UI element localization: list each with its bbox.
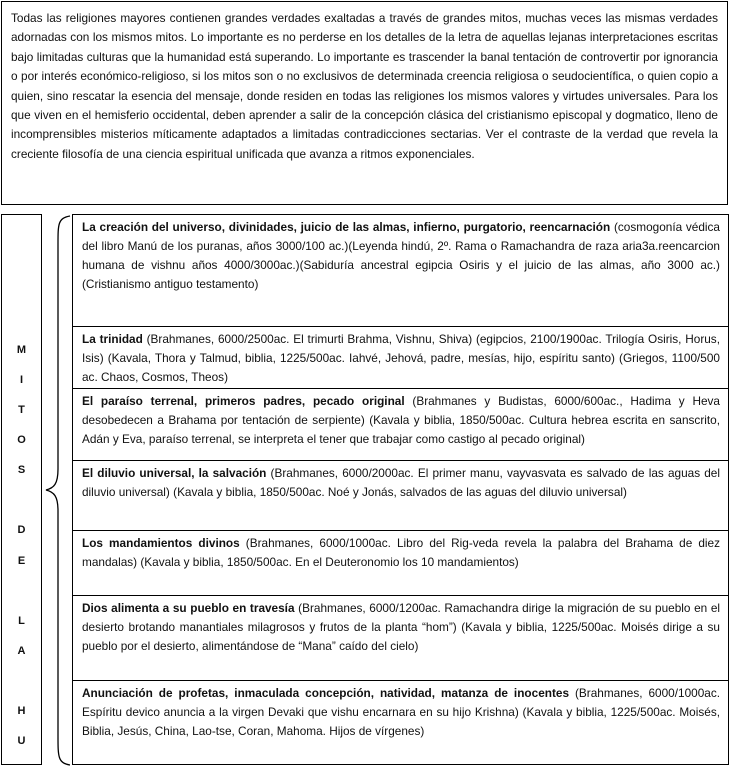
myth-row [72, 680, 729, 765]
myth-row [72, 595, 729, 681]
myth-body: (Brahmanes, 6000/1000ac. Espíritu devico anuncia a la virgen Devaki que vishu encarnara en su hijo Krishna) (Kavala y biblia, 1225/500ac. Moisés, Biblia, Jesús, China, Lao-tse, Coran, Mahoma. Hijos de vírgenes) [82, 686, 720, 738]
myth-title: Anunciación de profetas, inmaculada concepción, natividad, matanza de inocentes [82, 686, 570, 700]
side-letter: L [18, 614, 25, 627]
side-letter: A [17, 644, 26, 657]
myth-title: Dios alimenta a su pueblo en travesía [82, 601, 295, 615]
myth-body: (Brahmanes y Budistas, 6000/600ac., Hadima y Heva desobedecen a Brahama por tentación de serpiente) (Kavala y biblia, 1850/500ac. Cultura hebrea escrita en sanscrito, Adán y Eva, paraíso terrenal, se interpreta el tener que trabajar como castigo al pecado original) [82, 394, 720, 446]
myth-title: El diluvio universal, la salvación [82, 466, 267, 480]
side-letter: E [17, 554, 26, 567]
myth-row [72, 388, 729, 461]
myth-title: Los mandamientos divinos [82, 536, 240, 550]
side-letter: U [17, 735, 26, 748]
side-letter: H [17, 704, 26, 717]
curly-brace [42, 214, 72, 767]
myth-title: La trinidad [82, 332, 143, 346]
myth-body: (Brahmanes, 6000/2500ac. El trimurti Brahma, Vishnu, Shiva) (egipcios, 2100/1900ac. Trilogía Osiris, Horus, Isis) (Kavala, Thora y Talmud, biblia, 1225/500ac. Iahvé, Jehová, padre, mesías, hijo, espíritu santo) (Griegos, 1100/500 ac. Chaos, Cosmos, Theos) [82, 332, 720, 384]
side-letter: I [19, 374, 24, 387]
myth-row [72, 460, 729, 531]
myth-row [72, 326, 729, 389]
side-label-mitos-de-la-hu [1, 214, 42, 765]
myth-body: (Brahmanes, 6000/1000ac. Libro del Rig-veda revela la palabra del Brahama de diez mandalas) (Kavala y biblia, 1850/500ac. En el Deuteronomio los 10 mandamientos) [82, 536, 721, 569]
myth-body: (Brahmanes, 6000/1200ac. Ramachandra dirige la migración de su pueblo en el desierto brotando manantiales milagrosos y frutos de la planta “hom”) (Kavala y biblia, 1225/500ac. Moisés dirige a su pueblo por el desierto, alimentándose de “Mana” caído del cielo) [82, 601, 721, 653]
side-letter: O [17, 434, 26, 447]
intro-paragraph: Todas las religiones mayores contienen grandes verdades exaltadas a través de grandes mitos, muchas veces las mismas verdades adornadas con los mismos mitos. Lo importante es no perderse en los detalles de la letra de aquellas lejanas interpretaciones escritas bajo limitadas culturas que la humanidad está superando. Lo importante es trascender la banal tentación de controvertir por ignorancia o por interés económico-religioso, si los mitos son o no exclusivos de determinada creencia religiosa o seudocientífica, o quien copio a quien, sino rescatar la esencia del mensaje, donde residen en todas las religiones los mismos valores y virtudes universales. Para los que viven en el hemisferio occidental, deben aprender a salir de la concepción clásica del cristianismo episcopal y dogmatico, lleno de incomprensibles misterios míticamente adaptados a limitadas contradicciones sectarias. Ver el contraste de la verdad que revela la creciente filosofía de una ciencia espiritual unificada que avanza a ritmos exponenciales. [1, 1, 728, 205]
myth-row [72, 530, 729, 596]
myth-body: (Brahmanes, 6000/2000ac. El primer manu, vayvasvata es salvado de las aguas del diluvio universal) (Kavala y biblia, 1850/500ac. Noé y Jonás, salvados de las aguas del diluvio universal) [82, 466, 720, 499]
side-letter: T [18, 404, 25, 417]
myth-title: La creación del universo, divinidades, juicio de las almas, infierno, purgatorio, reencarnación [82, 220, 611, 234]
myth-body: (cosmogonía védica del libro Manú de los puranas, años 3000/100 ac.)(Leyenda hindú, 2º. Rama o Ramachandra de raza aria3a.reencarcion humana de vishnu años 4000/3000ac.)(Sabiduría ancestral egipcia Osiris y el juicio de las almas, año 3000 ac.)(Cristianismo antiguo testamento) [82, 220, 720, 291]
side-letter: S [17, 464, 26, 477]
myth-row [72, 214, 729, 327]
myth-title: El paraíso terrenal, primeros padres, pecado original [82, 394, 405, 408]
side-letter: D [17, 524, 26, 537]
side-letter: M [16, 344, 27, 356]
